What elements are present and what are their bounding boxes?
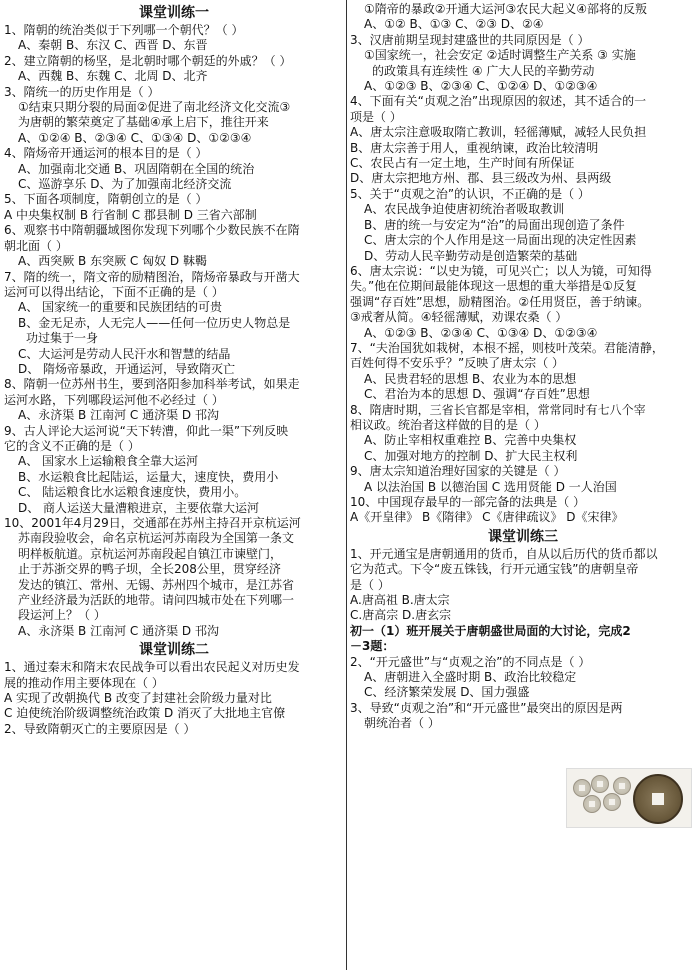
text-line: A、永济渠 B 江南河 C 通济渠 D 邗沟 <box>18 408 219 423</box>
text-line: A、民贵君轻的思想 B、农业为本的思想 <box>364 371 577 386</box>
text-line: A《开皇律》 B《隋律》 C《唐律疏议》 D《宋律》 <box>350 510 624 525</box>
text-line: 是（ ） <box>350 577 390 592</box>
text-line: 5、关于“贞观之治”的认识，不正确的是（ ） <box>350 186 590 201</box>
text-line: D、 隋炀帝暴政，开通运河，导致隋灭亡 <box>18 361 236 376</box>
text-line: 4、下面有关“贞观之治”出现原因的叙述，其不适合的一 <box>350 94 647 109</box>
text-line: ①隋帝的暴政②开通大运河③农民大起义④部将的反叛 <box>364 2 648 16</box>
text-line: B、唐太宗善于用人，重视纳谏，政治比较清明 <box>350 140 599 155</box>
text-line: B、金无足赤，人无完人——任何一位历史人物总是 <box>18 315 291 330</box>
text-line: 功过集于一身 <box>26 331 99 346</box>
text-line: ①结束只期分裂的局面②促进了南北经济文化交流③ <box>18 100 291 115</box>
text-line: 4、隋炀帝开通运河的根本目的是（ ） <box>4 146 208 161</box>
text-line: 9、唐太宗知道治理好国家的关键是（ ） <box>350 464 566 479</box>
text-line: C、唐太宗的个人作用是这一局面出现的决定性因素 <box>364 233 637 248</box>
text-line: 百姓何得不安乐乎？”反映了唐太宗（ ） <box>350 356 565 371</box>
text-line: C、君治为本的思想 D、强调“存百姓”思想 <box>364 387 590 402</box>
text-line: A 实现了改朝换代 B 改变了封建社会阶级力量对比 <box>4 691 272 706</box>
text-line: D、唐太宗把地方州、郡、县三级改为州、县两级 <box>350 171 612 186</box>
text-line: 段运河上？（ ） <box>18 608 106 623</box>
text-line: B、唐的统一与安定为“治”的局面出现创造了条件 <box>364 217 625 232</box>
text-line: ①国家统一，社会安定 ②适时调整生产关系 ③ 实施 <box>364 48 636 63</box>
text-line: 失。”他在位期间最能体现这一思想的重大举措是①反复 <box>350 279 637 294</box>
text-line: C、巡游享乐 D、为了加强南北经济交流 <box>18 177 232 192</box>
text-line: A.唐高祖 B.唐太宗 <box>350 593 450 608</box>
text-line: 运河水路，下列哪段运河他不必经过（ ） <box>4 392 224 407</box>
section-title: 课堂训练三 <box>488 528 558 545</box>
small-coin-icon <box>613 777 631 795</box>
text-line: 3、导致“贞观之治”和“开元盛世”最突出的原因是两 <box>350 700 623 715</box>
text-line: 强调“存百姓”思想，励精图治。②任用贤臣，善于纳谏。 <box>350 294 650 309</box>
text-line: 2、导致隋朝灭亡的主要原因是（ ） <box>4 721 196 736</box>
text-line: 项是（ ） <box>350 109 402 124</box>
text-line: 10、中国现存最早的一部完备的法典是（ ） <box>350 495 586 509</box>
text-line: 1、隋朝的统治类似于下列哪一个朝代？（ ） <box>4 23 244 37</box>
section-title: 课堂训练二 <box>139 642 209 659</box>
text-line: 它为范式。下令“废五铢钱，行开元通宝钱”的唐朝皇帝 <box>350 562 639 577</box>
text-line: 止于苏浙交界的鸭子坝，全长208公里，贯穿经济 <box>18 562 281 577</box>
text-line: B、水运粮食比起陆运，运量大，速度快，费用小 <box>18 469 279 484</box>
text-line: C 迫使统治阶级调整统治政策 D 消灭了大批地主官僚 <box>4 706 286 721</box>
text-line: A、唐太宗注意吸取隋亡教训，轻徭薄赋，减轻人民负担 <box>350 125 647 140</box>
text-line: C、 陆运粮食比水运粮食速度快，费用小。 <box>18 485 247 500</box>
small-coin-icon <box>591 775 609 793</box>
text-line: A、西突厥 B 东突厥 C 匈奴 D 靺鞨 <box>18 254 207 269</box>
text-line: ③戒奢从简。④轻徭薄赋，劝课农桑（ ） <box>350 310 568 325</box>
text-line: 朝统治者（ ） <box>364 716 440 731</box>
small-coin-icon <box>583 795 601 813</box>
text-line: A、唐朝进入全盛时期 B、政治比较稳定 <box>364 670 577 685</box>
kaiyuan-tongbao-coin-image <box>566 768 692 828</box>
text-line: A、①②③ B、②③④ C、①②④ D、①②③④ <box>364 79 598 94</box>
text-line: 苏南段验收会，命名京杭运河苏南段为全国第一条文 <box>18 531 295 546</box>
text-line: 9、古人评论大运河说“天下转漕，仰此一渠”下列反映 <box>4 423 289 438</box>
small-coin-icon <box>573 779 591 797</box>
text-line: 相议政。统治者这样做的目的是（ ） <box>350 417 546 432</box>
text-line: －3题： <box>350 639 395 654</box>
text-line: 初一（1）班开展关于唐朝盛世局面的大讨论，完成2 <box>350 623 631 638</box>
coin-icon <box>633 774 683 824</box>
text-line: 明样板航道。京杭运河苏南段起自镇江市谏壁门， <box>18 546 283 561</box>
text-line: C、加强对地方的控制 D、扩大民主权利 <box>364 448 578 463</box>
text-line: 1、开元通宝是唐朝通用的货币，自从以后历代的货币都以 <box>350 546 658 561</box>
text-line: 发达的镇江、常州、无锡、苏州四个城市，是江苏省 <box>18 577 295 592</box>
text-line: A、加强南北交通 B、巩固隋朝在全国的统治 <box>18 161 255 176</box>
left-column <box>4 2 344 737</box>
text-line: C、大运河是劳动人民汗水和智慧的结晶 <box>18 346 231 361</box>
text-line: A、 国家水上运输粮食全靠大运河 <box>18 454 199 469</box>
right-column <box>350 2 696 732</box>
text-line: 10、2001年4月29日，交通部在苏州主持召开京杭运河 <box>4 516 301 530</box>
text-line: D、 商人运送大量漕粮进京，主要依靠大运河 <box>18 500 260 515</box>
text-line: A 中央集权制 B 行省制 C 郡县制 D 三省六部制 <box>4 207 257 222</box>
text-line: 运河可以得出结论，下面不正确的是（ ） <box>4 284 224 299</box>
text-line: 展的推动作用主要体现在（ ） <box>4 675 164 690</box>
text-line: 3、隋统一的历史作用是（ ） <box>4 84 160 99</box>
text-line: 7、隋的统一，隋文帝的励精图治，隋炀帝暴政与开凿大 <box>4 269 300 284</box>
text-line: 为唐朝的繁荣奠定了基础④承上启下，推往开来 <box>18 115 269 130</box>
text-line: A、①②③ B、②③④ C、①③④ D、①②③④ <box>364 325 598 340</box>
text-line: A、秦朝 B、东汉 C、西晋 D、东晋 <box>18 38 208 53</box>
text-line: 它的含义不正确的是（ ） <box>4 438 140 453</box>
text-line: 2、“开元盛世”与“贞观之治”的不同点是（ ） <box>350 654 591 669</box>
text-line: A、①② B、①③ C、②③ D、②④ <box>364 17 544 32</box>
text-line: 6、唐太宗说：“以史为镜，可见兴亡；以人为镜，可知得 <box>350 263 652 278</box>
text-line: 2、建立隋朝的杨坚，是北朝时哪个朝廷的外戚？（ ） <box>4 53 292 68</box>
text-line: C、经济繁荣发展 D、国力强盛 <box>364 685 530 700</box>
text-line: 8、隋唐时期，三省长官都是宰相，常常同时有七八个宰 <box>350 402 646 417</box>
text-line: A 以法治国 B 以德治国 C 选用贤能 D 一人治国 <box>364 479 617 494</box>
text-line: 朝北面（ ） <box>4 238 68 253</box>
text-line: D、劳动人民辛勤劳动是创造繁荣的基础 <box>364 248 578 263</box>
text-line: 产业经济最为活跃的地带。请问四城市处在下列哪一 <box>18 593 295 608</box>
text-line: 1、通过秦末和隋末农民战争可以看出农民起义对历史发 <box>4 660 300 675</box>
text-line: C.唐高宗 D.唐玄宗 <box>350 608 452 623</box>
text-line: A、农民战争迫使唐初统治者吸取教训 <box>364 202 565 217</box>
text-line: A、防止宰相权重难控 B、完善中央集权 <box>364 433 577 448</box>
text-line: 7、“夫治国犹如栽树，本根不摇，则枝叶茂荣。君能清静， <box>350 340 664 355</box>
text-line: 6、观察书中隋朝疆域图你发现下列哪个少数民族不在隋 <box>4 223 300 238</box>
text-line: 8、隋朝一位苏州书生，要到洛阳参加科举考试，如果走 <box>4 377 300 392</box>
column-divider <box>346 0 347 970</box>
text-line: A、西魏 B、东魏 C、北周 D、北齐 <box>18 69 208 84</box>
text-line: C、农民占有一定土地，生产时间有所保证 <box>350 156 575 171</box>
text-line: A、①②④ B、②③④ C、①③④ D、①②③④ <box>18 130 252 145</box>
text-line: 5、下面各项制度，隋朝创立的是（ ） <box>4 192 208 207</box>
text-line: A、 国家统一的重要和民族团结的可贵 <box>18 300 223 315</box>
text-line: 的政策具有连续性 ④ 广大人民的辛勤劳动 <box>372 63 595 78</box>
text-line: A、永济渠 B 江南河 C 通济渠 D 邗沟 <box>18 623 219 638</box>
text-line: 3、汉唐前期呈现封建盛世的共同原因是（ ） <box>350 32 590 47</box>
small-coin-icon <box>603 793 621 811</box>
section-title: 课堂训练一 <box>139 5 209 21</box>
